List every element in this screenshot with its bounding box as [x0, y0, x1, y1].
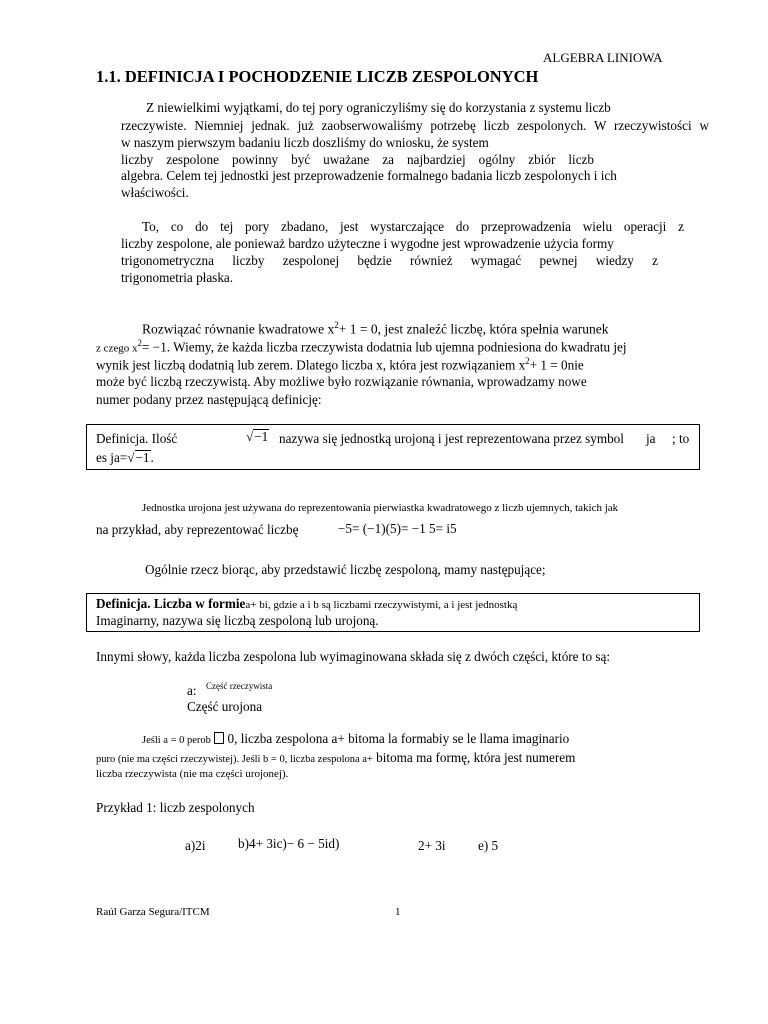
para3-line4: może być liczbą rzeczywistą. Aby możliwe było rozwiązanie równania, wprowadzamy nowe — [96, 374, 587, 389]
para2-line4: trigonometria płaska. — [121, 270, 234, 285]
para3-line2: z czego $x^2= -1$. Wiemy, że każda liczba rzeczywista dodatnia lub ujemna podniesiona do kwadratu jej — [96, 338, 627, 355]
para4-expression: −5= (−1)(5)= −1 5= i5 — [338, 521, 457, 536]
para4-line2: na przykład, aby reprezentować liczbę — [96, 522, 299, 537]
missing-glyph-icon — [214, 732, 224, 744]
header-subject: ALGEBRA LINIOWA — [543, 50, 663, 65]
para3-line5: numer podany przez następującą definicję: — [96, 392, 322, 407]
parts-imag: Część urojona — [187, 699, 263, 714]
para5: Ogólnie rzecz biorąc, aby przedstawić liczbę zespoloną, mamy następujące; — [145, 562, 546, 577]
example-d: 2+ 3i — [418, 838, 446, 853]
para2-line1: To, co do tej pory zbadano, jest wystarczające do przeprowadzenia wielu operacji z — [142, 219, 684, 234]
para1-line6: właściwości. — [121, 185, 189, 200]
para2-line2: liczby zespolone, ale ponieważ bardzo użyteczne i wygodne jest wprowadzenie użycia formy — [121, 236, 614, 251]
example-title: Przykład 1: liczb zespolonych — [96, 800, 255, 815]
para7-line3: liczba rzeczywista (nie ma części urojonej). — [96, 768, 289, 780]
def1-radical: √−1 — [246, 429, 269, 444]
def1-line1: Definicja. Ilość — [96, 431, 178, 446]
example-b: b)4+ 3ic)− 6 − 5id) — [238, 836, 340, 851]
para6: Innymi słowy, każda liczba zespolona lub wyimaginowana składa się z dwóch części, które to są: — [96, 649, 611, 664]
footer-page-number: 1 — [395, 906, 401, 918]
para1-line3: w naszym pierwszym badaniu liczb doszliśmy do wniosku, że system — [121, 135, 489, 150]
example-e: e) 5 — [478, 838, 499, 853]
def1-line2: es ja=√−1. — [96, 450, 154, 465]
def2-line1: Definicja. Liczba w formiea+ bi, gdzie a i b są liczbami rzeczywistymi, a i jest jednostką — [96, 596, 518, 611]
example-a: a)2i — [185, 838, 206, 853]
para7-line2: puro (nie ma części rzeczywistej). Jeśli b = 0, liczba zespolona a+ bitoma ma formę, która jest numerem — [96, 750, 576, 765]
def1-symbol: ja — [646, 431, 656, 446]
footer-author: Raúl Garza Segura/ITCM — [96, 906, 210, 918]
def1-text: nazywa się jednostką urojoną i jest reprezentowana przez symbol — [279, 431, 624, 446]
para1-line5: algebra. Celem tej jednostki jest przeprowadzenie formalnego badania liczb zespolonych i ich — [121, 168, 617, 183]
para3-line3: wynik jest liczbą dodatnią lub zerem. Dlatego liczba x, która jest rozwiązaniem $x^2+ 1 = 0nie$ — [96, 356, 584, 373]
parts-a-label: a: — [187, 683, 197, 698]
def2-line2: Imaginarny, nazywa się liczbą zespoloną lub urojoną. — [96, 613, 379, 628]
page-title: 1.1. DEFINICJA I POCHODZENIE LICZB ZESPOLONYCH — [96, 67, 539, 86]
para7-line1: Jeśli a = 0 perob 0, liczba zespolona a+ bitoma la formabiy se le llama imaginario — [142, 731, 570, 746]
parts-real: Część rzeczywista — [206, 681, 273, 691]
para4-line1: Jednostka urojona jest używana do reprezentowania pierwiastka kwadratowego z liczb ujemnych, takich jak — [142, 502, 619, 514]
para1-line2: rzeczywiste. Niemniej jednak. już zaobserwowaliśmy potrzebę liczb zespolonych. W rzeczywistości w — [121, 118, 709, 133]
para1-line4: liczby zespolone powinny być uważane za najbardziej ogólny zbiór liczb — [121, 152, 594, 167]
para2-line3: trigonometryczna liczby zespolonej będzie również wymagać pewnej wiedzy z — [121, 253, 658, 268]
def1-to: ; to — [672, 431, 690, 446]
para1-line1: Z niewielkimi wyjątkami, do tej pory ograniczyliśmy się do korzystania z systemu liczb — [146, 100, 611, 115]
para3-line1: Rozwiązać równanie kwadratowe $x^2+ 1 = 0$, jest znaleźć liczbę, która spełnia warunek — [142, 320, 609, 337]
